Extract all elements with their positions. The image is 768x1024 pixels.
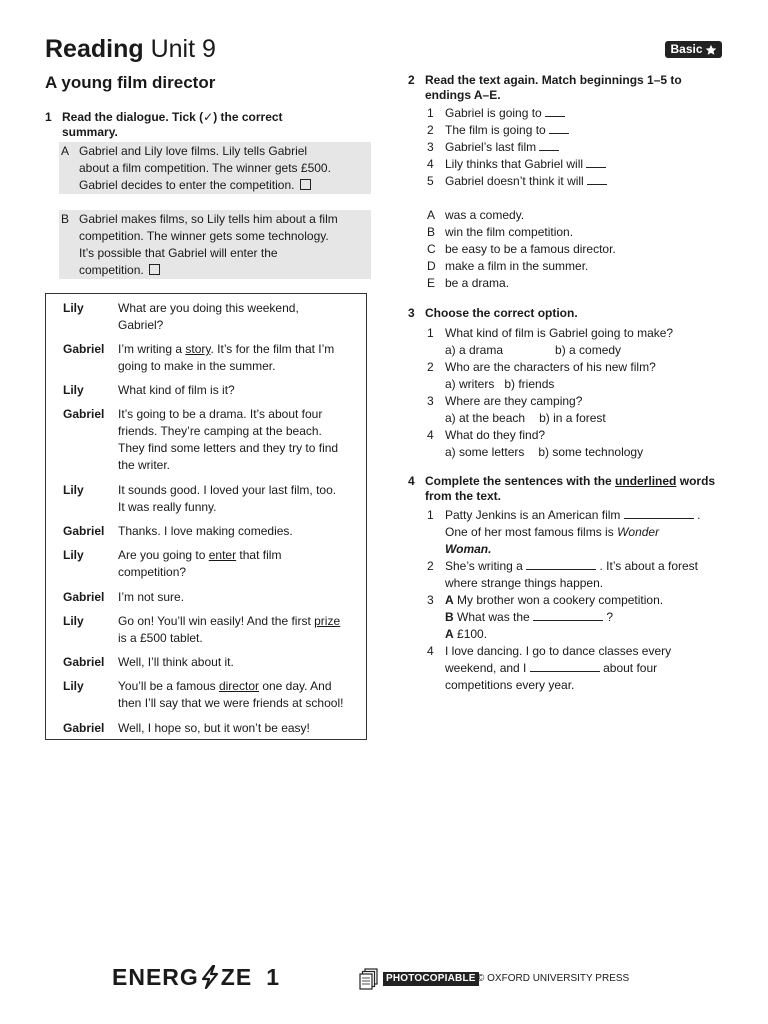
speaker-name: Lily xyxy=(63,614,84,628)
option-b-letter: B xyxy=(61,212,70,226)
answer-blank[interactable] xyxy=(586,156,606,168)
speaker-name: Lily xyxy=(63,301,84,315)
q3-question: Where are they camping? xyxy=(445,394,583,408)
option-b[interactable]: b) a comedy xyxy=(555,343,622,357)
q1-number: 1 xyxy=(45,110,52,124)
answer-blank[interactable] xyxy=(549,122,569,134)
option-b-text: Gabriel makes films, so Lily tells him about a film competition. The winner gets some technology. It’s possible that Gabriel will enter the competition. xyxy=(79,212,338,277)
beginning-item: 1 Gabriel is going to xyxy=(427,105,727,122)
option-a[interactable]: a) some letters xyxy=(445,445,525,459)
option-a[interactable]: a) at the beach xyxy=(445,411,526,425)
speaker-name: Gabriel xyxy=(63,590,105,604)
dialogue-turn xyxy=(46,589,366,606)
option-b[interactable]: b) friends xyxy=(504,377,555,391)
speaker-line: Well, I hope so, but it won’t be easy! xyxy=(118,721,310,735)
title-bold: Reading xyxy=(45,35,144,63)
beginning-item: 2 The film is going to xyxy=(427,122,727,139)
speaker-line: It’s going to be a drama. It’s about four friends. They’re camping at the beach. They find some letters and they try to find the writer. xyxy=(118,407,339,472)
answer-blank[interactable] xyxy=(624,507,694,519)
q4-item-1: 1 Patty Jenkins is an American film . One of her most famous films is Wonder Woman. xyxy=(427,508,701,556)
q3-item: 1 What kind of film is Gabriel going to make? a) a drama b) a comedy xyxy=(427,325,727,359)
speaker-line: Are you going to enter that film competition? xyxy=(118,548,282,579)
q1-option-a xyxy=(59,142,371,194)
q4-heading xyxy=(408,474,718,504)
q3-question: What kind of film is Gabriel going to make? xyxy=(445,326,674,340)
option-a-letter: A xyxy=(61,144,70,158)
q4-number: 4 xyxy=(408,474,415,488)
speaker-line: What kind of film is it? xyxy=(118,383,235,397)
q2-number: 2 xyxy=(408,73,415,87)
q3-item: 3 Where are they camping? a) at the beach b) in a forest xyxy=(427,393,727,427)
title-unit: Unit 9 xyxy=(150,35,216,63)
speaker-name: Lily xyxy=(63,679,84,693)
dialogue-turn xyxy=(46,547,366,581)
q2-instruction: Read the text again. Match beginnings 1–5 to endings A–E. xyxy=(425,73,682,102)
speaker-line: It sounds good. I loved your last film, too. It was really funny. xyxy=(118,483,337,514)
dialogue-turn xyxy=(46,654,366,671)
beginning-item: 5 Gabriel doesn’t think it will xyxy=(427,173,727,190)
q4-sentences-list xyxy=(427,507,737,694)
publisher-credit: © OXFORD UNIVERSITY PRESS xyxy=(477,973,630,984)
answer-blank[interactable] xyxy=(530,660,600,672)
speaker-name: Gabriel xyxy=(63,655,105,669)
q3-options xyxy=(445,410,727,427)
q3-question: Who are the characters of his new film? xyxy=(445,360,656,374)
q3-questions-list xyxy=(427,325,727,461)
q4-instruction: Complete the sentences with the underlined words from the text. xyxy=(425,474,716,503)
speaker-line: Well, I’ll think about it. xyxy=(118,655,234,669)
photocopiable-label: PHOTOCOPIABLE xyxy=(383,972,479,986)
q3-options xyxy=(445,342,727,359)
dialogue-box xyxy=(45,293,367,740)
speaker-line: You’ll be a famous director one day. And then I’ll say that we were friends at school! xyxy=(118,679,344,710)
answer-blank[interactable] xyxy=(526,558,596,570)
speaker-name: Gabriel xyxy=(63,407,105,421)
dialogue-turn xyxy=(46,678,366,712)
dialogue-turn xyxy=(46,341,366,375)
q2-beginnings-list xyxy=(427,105,727,190)
ending-item: E be a drama. xyxy=(427,276,510,290)
speaker-line: What are you doing this weekend, Gabriel? xyxy=(118,301,299,332)
q3-question: What do they find? xyxy=(445,428,546,442)
q3-item: 2 Who are the characters of his new film? a) writers b) friends xyxy=(427,359,727,393)
page-subtitle: A young film director xyxy=(45,73,216,92)
q3-options xyxy=(445,444,727,461)
option-a[interactable]: a) writers xyxy=(445,377,495,391)
speaker-line: I’m writing a story. It’s for the film that I’m going to make in the summer. xyxy=(118,342,335,373)
dialogue-turn xyxy=(46,613,366,647)
dialogue-turn xyxy=(46,482,366,516)
checkbox-option-b[interactable] xyxy=(149,264,160,275)
answer-blank[interactable] xyxy=(533,609,603,621)
speaker-name: Lily xyxy=(63,483,84,497)
answer-blank[interactable] xyxy=(545,105,565,117)
ending-item: C be easy to be a famous director. xyxy=(427,242,616,256)
q3-number: 3 xyxy=(408,306,415,320)
answer-blank[interactable] xyxy=(539,139,559,151)
speaker-line: Go on! You’ll win easily! And the first prize is a £500 tablet. xyxy=(118,614,341,645)
lightning-icon xyxy=(199,965,221,989)
dialogue-turn xyxy=(46,720,366,737)
q3-heading xyxy=(408,306,718,321)
q4-item-4: 4 I love dancing. I go to dance classes every weekend, and I about four competitions every year. xyxy=(427,644,672,692)
page-title xyxy=(45,34,216,64)
speaker-name: Gabriel xyxy=(63,721,105,735)
speaker-line: Thanks. I love making comedies. xyxy=(118,524,293,538)
dialogue-turn xyxy=(46,382,366,399)
q1-heading xyxy=(45,110,330,140)
speaker-name: Lily xyxy=(63,548,84,562)
q3-item: 4 What do they find? a) some letters b) some technology xyxy=(427,427,727,461)
speaker-name: Lily xyxy=(63,383,84,397)
q1-option-b xyxy=(59,210,371,279)
energize-logo: ENERG ZE 1 xyxy=(112,964,280,990)
checkbox-option-a[interactable] xyxy=(300,179,311,190)
speaker-name: Gabriel xyxy=(63,524,105,538)
beginning-item: 3 Gabriel’s last film xyxy=(427,139,727,156)
q2-endings-list xyxy=(427,207,727,292)
option-a-text: Gabriel and Lily love films. Lily tells Gabriel about a film competition. The winner gets £500. Gabriel decides to enter the competition. xyxy=(79,144,331,192)
answer-blank[interactable] xyxy=(587,173,607,185)
dialogue-turn xyxy=(46,523,366,540)
ending-item: D make a film in the summer. xyxy=(427,259,589,273)
edition-number: 1 xyxy=(266,964,280,990)
dialogue-turn xyxy=(46,406,366,474)
q3-options xyxy=(445,376,727,393)
beginning-item: 4 Lily thinks that Gabriel will xyxy=(427,156,727,173)
ending-item: B win the film competition. xyxy=(427,225,574,239)
q3-instruction: Choose the correct option. xyxy=(425,306,578,320)
photocopy-icon xyxy=(359,968,379,990)
level-badge xyxy=(665,41,722,58)
option-b[interactable]: b) some technology xyxy=(538,445,644,459)
option-a[interactable]: a) a drama xyxy=(445,343,504,357)
speaker-name: Gabriel xyxy=(63,342,105,356)
ending-item: A was a comedy. xyxy=(427,208,525,222)
dialogue-turn xyxy=(46,300,366,334)
q4-item-2: 2 She’s writing a . It’s about a forest where strange things happen. xyxy=(427,559,699,590)
badge-label: Basic xyxy=(670,42,703,56)
speaker-line: I’m not sure. xyxy=(118,590,185,604)
star-icon xyxy=(705,44,717,56)
q2-heading xyxy=(408,73,718,103)
q4-item-3: 3 A My brother won a cookery competition. B What was the ? A £100. xyxy=(427,593,664,641)
q1-instruction: Read the dialogue. Tick (✓) the correct summary. xyxy=(62,110,283,139)
option-b[interactable]: b) in a forest xyxy=(539,411,606,425)
